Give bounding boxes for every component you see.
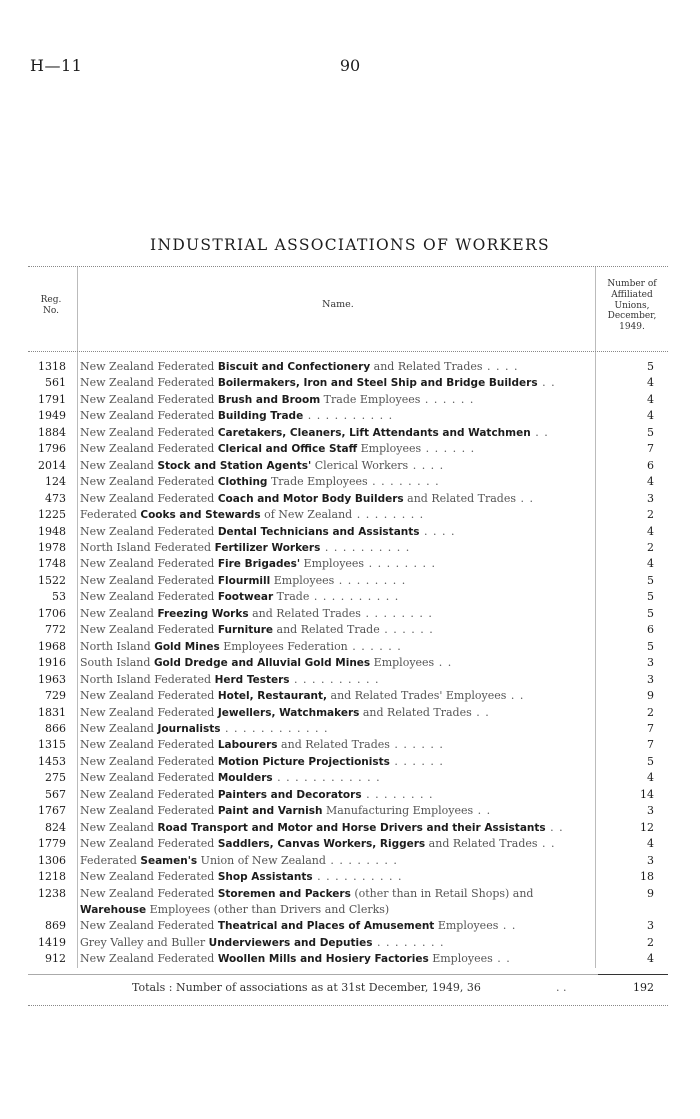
reg-number: 1916 [38,656,66,670]
name-dots: . . . . . . . . . . [320,540,411,554]
name-key: Journalists [157,722,221,735]
name-pre: Federated [80,853,141,867]
association-name [80,803,596,819]
name-key: Herd Testers [214,673,290,686]
reg-number: 866 [45,721,66,735]
name-post: Trade [273,590,310,604]
association-name [80,705,596,721]
association-name [80,507,596,523]
association-name [80,754,596,770]
name-post: (other than in Retail Shops) and [350,886,534,900]
name-dots: . . [516,491,535,505]
name-key: Boilermakers, Iron and Steel Ship and Bridge Builders [217,377,538,390]
name-post: and Related Trades [425,837,538,851]
name-dots: . . . . [482,360,519,373]
name-pre: New Zealand Federated [80,392,218,406]
table-row [28,820,668,836]
affiliated-unions-count: 4 [647,392,654,406]
association-name [80,655,596,671]
reg-number: 1796 [38,442,66,456]
affiliated-unions-count: 5 [647,573,654,587]
table-row [28,869,668,885]
name-pre: New Zealand Federated [80,376,218,390]
association-name [80,886,596,902]
name-post: and Related Trades [359,705,472,719]
table-bottom-rule [28,1005,668,1006]
reg-number: 1306 [38,853,66,867]
table-row [28,951,668,967]
name-key: Dental Technicians and Assistants [217,525,420,538]
affiliated-unions-count: 5 [647,590,654,604]
name-key: Caretakers, Cleaners, Lift Attendants and Watchmen [217,426,531,439]
affiliated-unions-count: 5 [647,754,654,768]
reg-number: 772 [45,623,66,637]
name-key: Paint and Varnish [217,805,323,818]
association-name [80,573,596,589]
name-pre: New Zealand Federated [80,705,218,719]
association-name [80,721,596,737]
affiliated-unions-count: 4 [647,557,654,571]
name-dots: . . [492,952,511,966]
name-column-header: Name. [322,299,354,310]
table-row [28,688,668,704]
affiliated-unions-count: 12 [640,820,654,834]
name-key: Theatrical and Places of Amusement [217,920,435,933]
table-row [28,935,668,951]
name-post: Manufacturing Employees [322,804,474,818]
association-name [80,491,596,507]
name-dots: . . [434,656,453,670]
affiliated-unions-count: 4 [647,952,654,966]
name-pre: New Zealand Federated [80,738,218,752]
affiliated-unions-count: 2 [647,508,654,522]
page-title: INDUSTRIAL ASSOCIATIONS OF WORKERS [150,236,550,254]
association-name [80,408,596,424]
affiliated-unions-count: 3 [647,672,654,686]
affiliated-unions-count: 18 [640,870,654,884]
table-row [28,507,668,523]
name-post: Employees [270,573,335,587]
table-row [28,474,668,490]
name-dots: . . . . . . [421,442,476,456]
association-name [80,639,596,655]
name-pre: New Zealand [80,458,158,472]
affiliated-unions-count: 3 [647,804,654,818]
affiliated-unions-count: 5 [647,360,654,373]
name-dots: . . . . . . [420,392,475,406]
name-key: Clothing [217,476,268,489]
association-name [80,787,596,803]
name-key: Labourers [217,739,278,752]
reg-number: 869 [45,919,66,933]
table-body [28,352,668,968]
table-row [28,918,668,934]
name-key: Building Trade [217,410,304,423]
reg-number: 1315 [38,738,66,752]
association-name [80,672,596,688]
table-row [28,803,668,819]
table-row [28,392,668,408]
association-name [80,737,596,753]
association-name [80,622,596,638]
name-key: Underviewers and Deputies [208,936,373,949]
name-dots: . . . . . . . . . . [309,590,400,604]
reg-number: 912 [45,952,66,966]
name-key: Shop Assistants [217,871,313,884]
table-row [28,375,668,391]
name-pre: New Zealand Federated [80,590,218,604]
reg-number: 473 [45,491,66,505]
reg-number: 1238 [38,886,66,900]
name-key: Brush and Broom [217,393,321,406]
reg-number: 1791 [38,392,66,406]
name-post: Trade Employees [320,392,421,406]
name-pre: New Zealand Federated [80,919,218,933]
name-key: Gold Dredge and Alluvial Gold Mines [153,657,371,670]
association-name [80,359,596,375]
name-post: and Related Trades [248,606,361,620]
association-name [80,474,596,490]
name-key: Woollen Mills and Hosiery Factories [217,953,429,966]
name-key: Flourmill [217,574,271,587]
association-name [80,836,596,852]
table-row [28,491,668,507]
reg-number: 729 [45,689,66,703]
name-pre: South Island [80,656,154,670]
name-pre: North Island [80,639,155,653]
name-pre: New Zealand Federated [80,886,218,900]
reg-number: 1767 [38,804,66,818]
name-post: Employees [357,442,422,456]
page-ref: H—11 [30,56,83,75]
name-dots: . . . . . . [347,639,402,653]
associations-table [28,266,668,1006]
name-dots: . . . . . . [379,623,434,637]
name-dots: . . . . . . . . [334,573,407,587]
name-dots: . . . . . . . . . . [303,409,394,423]
table-row [28,408,668,424]
name-pre: New Zealand Federated [80,524,218,538]
association-name [80,375,596,391]
name-dots: . . . . . . . . [372,935,445,949]
totals-row [28,974,668,1005]
name-key: Footwear [217,591,274,604]
association-name [80,458,596,474]
table-row [28,902,668,918]
name-pre: Grey Valley and Buller [80,935,209,949]
name-post: Trade Employees [267,475,368,489]
table-row [28,425,668,441]
name-pre: New Zealand Federated [80,689,218,703]
reg-column-header: Reg. No. [40,295,62,316]
name-key: Road Transport and Motor and Horse Drivers and their Assistants [157,821,546,834]
name-pre: New Zealand Federated [80,425,218,439]
table-row [28,573,668,589]
name-key: Saddlers, Canvas Workers, Riggers [217,838,426,851]
reg-number: 124 [45,475,66,489]
affiliated-unions-count: 2 [647,705,654,719]
name-post: Employees [300,557,365,571]
name-pre: New Zealand Federated [80,442,218,456]
reg-number: 561 [45,376,66,390]
reg-number: 1884 [38,425,66,439]
name-pre: New Zealand [80,820,158,834]
reg-number: 567 [45,787,66,801]
name-key: Coach and Motor Body Builders [217,492,404,505]
name-key: Freezing Works [157,607,249,620]
reg-number: 1949 [38,409,66,423]
name-dots: . . [498,919,517,933]
totals-label: Totals : Number of associations as at 31st December, 1949, 36 [132,980,481,994]
page-number: 90 [339,56,361,75]
name-key: Moulders [217,772,273,785]
reg-number: 824 [45,820,66,834]
name-dots: . . [473,804,492,818]
reg-number: 1318 [38,360,66,373]
name-pre: New Zealand Federated [80,573,218,587]
association-name [80,556,596,572]
association-name [80,441,596,457]
name-key: Hotel, Restaurant, [217,690,328,703]
affiliated-unions-count: 3 [647,491,654,505]
affiliated-unions-count: 4 [647,524,654,538]
name-pre: New Zealand Federated [80,804,218,818]
table-row [28,754,668,770]
name-post: and Related Trade [273,623,380,637]
name-dots: . . . . . . . . . . . . [272,771,381,785]
name-dots: . . [537,837,556,851]
table-row [28,655,668,671]
name-pre: New Zealand Federated [80,870,218,884]
affiliated-unions-count: 6 [647,458,654,472]
table-row [28,836,668,852]
name-dots: . . . . . . . . [352,508,425,522]
reg-number: 1963 [38,672,66,686]
affiliated-unions-count: 4 [647,475,654,489]
name-key: Seamen's [140,854,198,867]
name-post: and Related Trades' Employees [327,689,507,703]
affiliated-unions-count [596,902,668,918]
name-pre: New Zealand [80,721,158,735]
affiliated-unions-count: 9 [647,689,654,703]
affiliated-unions-count: 4 [647,376,654,390]
affiliated-unions-count: 3 [647,919,654,933]
name-dots: . . . . . . . . . . [289,672,380,686]
reg-number: 1706 [38,606,66,620]
table-row [28,770,668,786]
table-row [28,524,668,540]
name-key: Cooks and Stewards [140,509,261,522]
name-dots: . . . . [419,524,456,538]
affiliated-unions-count: 7 [647,738,654,752]
affiliated-unions-count: 3 [647,853,654,867]
reg-number: 1978 [38,540,66,554]
name-pre: Federated [80,508,141,522]
name-pre: New Zealand Federated [80,623,218,637]
name-key: Storemen and Packers [217,887,351,900]
name-key: Gold Mines [154,640,220,653]
affiliated-unions-count: 4 [647,771,654,785]
name-dots: . . . . . . . . [360,606,433,620]
reg-number: 1522 [38,573,66,587]
association-name [80,869,596,885]
name-key: Painters and Decorators [217,788,362,801]
name-post: Employees [370,656,435,670]
name-dots: . . . . . . [389,754,444,768]
association-name [80,425,596,441]
table-row [28,737,668,753]
affiliated-unions-count: 2 [647,935,654,949]
affiliated-unions-count: 14 [640,787,654,801]
name-dots: . . . . [408,458,445,472]
association-name [80,853,596,869]
name-key: Fertilizer Workers [214,541,321,554]
affiliated-unions-count: 3 [647,656,654,670]
table-row [28,787,668,803]
affiliated-unions-count: 9 [647,886,654,900]
table-row [28,622,668,638]
association-name [80,820,596,836]
name-dots: . . [537,376,556,390]
table-row [28,606,668,622]
name-pre: New Zealand Federated [80,952,218,966]
number-column-header: Number of Affiliated Unions, December, 1949. [607,279,657,333]
association-name [80,688,596,704]
name-dots: . . . . . . . . [361,787,434,801]
affiliated-unions-count: 5 [647,606,654,620]
name-pre: North Island Federated [80,540,215,554]
table-row [28,458,668,474]
name-post: of New Zealand [260,508,353,522]
reg-number: 275 [45,771,66,785]
name-dots: . . [545,820,564,834]
association-name [80,935,596,951]
totals-dots: . . [556,980,567,994]
association-name [80,540,596,556]
table-row [28,540,668,556]
name-dots: . . [530,425,549,439]
name-dots: . . . . . . . . [325,853,398,867]
reg-number: 1968 [38,639,66,653]
affiliated-unions-count: 7 [647,721,654,735]
name-post: Clerical Workers [311,458,409,472]
name-dots: . . . . . . [389,738,444,752]
association-name [80,606,596,622]
name-pre: New Zealand Federated [80,491,218,505]
name-dots: . . . . . . . . [367,475,440,489]
name-pre: New Zealand [80,606,158,620]
table-row [28,886,668,902]
affiliated-unions-count: 7 [647,442,654,456]
association-name [80,770,596,786]
reg-number: 2014 [38,458,66,472]
reg-number: 1948 [38,524,66,538]
name-dots: . . . . . . . . . . [312,870,403,884]
affiliated-unions-count: 2 [647,540,654,554]
table-header [28,267,668,351]
name-pre: New Zealand Federated [80,360,218,373]
name-post: Employees [434,919,499,933]
name-pre: New Zealand Federated [80,771,218,785]
table-row [28,721,668,737]
name-post: and Related Trades [277,738,390,752]
name-post: Employees Federation [219,639,348,653]
name-dots: . . [506,689,525,703]
name-pre: New Zealand Federated [80,475,218,489]
association-name [80,951,596,967]
name-post: Employees (other than Drivers and Clerks) [146,902,390,916]
name-pre: New Zealand Federated [80,837,218,851]
name-dots: . . . . . . . . . . . . [220,721,329,735]
name-pre: North Island Federated [80,672,215,686]
name-pre: New Zealand Federated [80,754,218,768]
reg-number: 1218 [38,870,66,884]
table-row [28,672,668,688]
table-row [28,556,668,572]
table-row [28,853,668,869]
association-name [80,589,596,605]
reg-number: 1453 [38,754,66,768]
reg-number: 1779 [38,837,66,851]
association-name [80,902,596,918]
affiliated-unions-count: 4 [647,837,654,851]
association-name [80,918,596,934]
reg-number: 1419 [38,935,66,949]
reg-number: 1831 [38,705,66,719]
table-row [28,589,668,605]
name-post: Union of New Zealand [197,853,326,867]
table-row [28,705,668,721]
reg-number: 53 [52,590,66,604]
name-key: Warehouse [80,903,147,916]
name-post: and Related Trades [370,360,483,373]
name-key: Motion Picture Projectionists [217,755,390,768]
reg-number: 1748 [38,557,66,571]
name-key: Jewellers, Watchmakers [217,706,360,719]
name-post: Employees [428,952,493,966]
name-dots: . . [471,705,490,719]
association-name [80,524,596,540]
affiliated-unions-count: 5 [647,425,654,439]
name-post: and Related Trades [403,491,517,505]
affiliated-unions-count: 5 [647,639,654,653]
name-key: Fire Brigades' [217,558,301,571]
reg-number [28,902,80,918]
name-key: Biscuit and Confectionery [217,361,371,373]
association-name [80,392,596,408]
name-key: Clerical and Office Staff [217,443,358,456]
table-row [28,441,668,457]
name-pre: New Zealand Federated [80,409,218,423]
affiliated-unions-count: 4 [647,409,654,423]
reg-number: 1225 [38,508,66,522]
affiliated-unions-count: 6 [647,623,654,637]
name-pre: New Zealand Federated [80,787,218,801]
table-row [28,639,668,655]
table-row [28,359,668,375]
totals-value: 192 [633,980,654,994]
name-key: Stock and Station Agents' [157,459,312,472]
name-dots: . . . . . . . . [364,557,437,571]
name-key: Furniture [217,624,274,637]
name-pre: New Zealand Federated [80,557,218,571]
